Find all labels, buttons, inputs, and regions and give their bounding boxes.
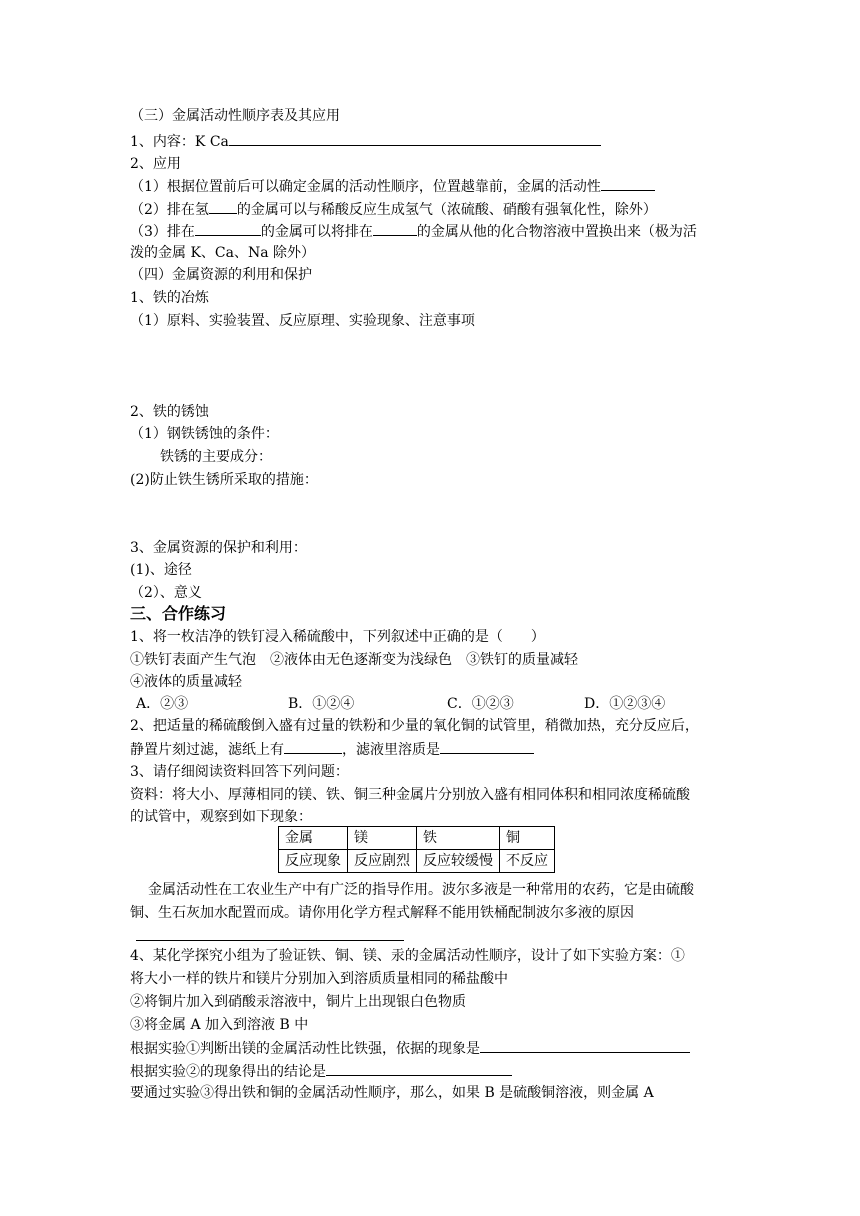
iron-rust: 2、铁的锈蚀 (130, 404, 209, 420)
apply-item-3: （3）排在 的金属可以将排在 的金属从他的化合物溶液中置换出来（极为活 (130, 221, 697, 242)
apply-item-1: （1）根据位置前后可以确定金属的活动性顺序，位置越靠前，金属的活动性 (130, 176, 655, 197)
experiment-3: ③将金属 A 加入到溶液 B 中 (130, 1017, 309, 1033)
question-1-statements: ①铁钉表面产生气泡 ②液体由无色逐渐变为浅绿色 ③铁钉的质量减轻 (130, 652, 578, 668)
answer-blank (229, 131, 601, 146)
table-cell: 镁 (348, 827, 417, 850)
answer-blank (601, 176, 655, 191)
answer-line (136, 940, 404, 941)
answer-blank (284, 739, 342, 754)
option-c: C．①②③ (447, 696, 514, 712)
question-1-statements-cont: ④液体的质量减轻 (130, 674, 242, 690)
question-3-material: 资料：将大小、厚薄相同的镁、铁、铜三种金属片分别放入盛有相同体积和相同浓度稀硫酸 (130, 787, 690, 803)
rust-composition: 铁锈的主要成分： (160, 449, 272, 465)
apply-item-2: （2）排在氢 的金属可以与稀酸反应生成氢气（浓硫酸、硝酸有强氧化性，除外） (130, 199, 657, 220)
question-2-cont: 静置片刻过滤，滤纸上有 ，滤液里溶质是 (130, 739, 534, 760)
table-cell: 金属 (279, 827, 348, 850)
section-4-title: （四）金属资源的利用和保护 (130, 267, 312, 283)
option-d: D．①②③④ (584, 696, 666, 712)
answer-blank (326, 1061, 512, 1076)
answer-blank (373, 221, 417, 236)
question-3-text: 金属活动性在工农业生产中有广泛的指导作用。波尔多液是一种常用的农药，它是由硫酸 (148, 882, 694, 898)
question-4: 4、某化学探究小组为了验证铁、铜、镁、汞的金属活动性顺序，设计了如下实验方案：① (130, 948, 685, 964)
apply-line: 2、应用 (130, 156, 181, 172)
answer-blank (440, 739, 534, 754)
iron-smelting: 1、铁的冶炼 (130, 290, 209, 306)
question-4-ask-3: 要通过实验③得出铁和铜的金属活动性顺序，那么，如果 B 是硫酸铜溶液，则金属 A (130, 1085, 654, 1101)
practice-title: 三、合作练习 (130, 604, 227, 623)
reaction-table (278, 826, 555, 873)
experiment-2: ②将铜片加入到硝酸汞溶液中，铜片上出现银白色物质 (130, 994, 466, 1010)
rust-condition: （1）钢铁锈蚀的条件： (130, 426, 279, 442)
option-a: A．②③ (136, 696, 189, 712)
answer-blank (195, 221, 261, 236)
question-4-cont: 将大小一样的铁片和镁片分别加入到溶质质量相同的稀盐酸中 (130, 971, 508, 987)
iron-smelting-item: （1）原料、实验装置、反应原理、实验现象、注意事项 (130, 313, 475, 329)
table-cell: 反应现象 (279, 850, 348, 873)
question-4-ask-2: 根据实验②的现象得出的结论是 (130, 1061, 512, 1082)
resource-protection: 3、金属资源的保护和利用： (130, 540, 307, 556)
question-3: 3、请仔细阅读资料回答下列问题： (130, 764, 349, 780)
resource-meaning: （2）、意义 (130, 585, 202, 601)
question-3-text-cont: 铜、生石灰加水配置而成。请你用化学方程式解释不能用铁桶配制波尔多液的原因 (130, 905, 634, 921)
table-cell: 铁 (417, 827, 500, 850)
content-line: 1、内容：K Ca (130, 131, 601, 152)
question-1: 1、将一枚洁净的铁钉浸入稀硫酸中，下列叙述中正确的是（ ） (130, 629, 545, 645)
option-b: B．①②④ (288, 696, 355, 712)
resource-way: (1)、途径 (130, 562, 192, 578)
section-3-title: （三）金属活动性顺序表及其应用 (130, 108, 340, 124)
answer-blank (480, 1038, 690, 1053)
table-row (279, 827, 555, 850)
table-cell: 铜 (500, 827, 555, 850)
table-cell: 不反应 (500, 850, 555, 873)
table-cell: 反应剧烈 (348, 850, 417, 873)
rust-prevention: (2)防止铁生锈所采取的措施： (130, 472, 318, 488)
table-row (279, 850, 555, 873)
table-cell: 反应较缓慢 (417, 850, 500, 873)
apply-item-3-cont: 泼的金属 K、Ca、Na 除外） (130, 245, 316, 261)
answer-blank (209, 199, 237, 214)
question-3-material-cont: 的试管中，观察到如下现象： (130, 809, 312, 825)
question-1-options (0, 694, 860, 714)
question-2: 2、把适量的稀硫酸倒入盛有过量的铁粉和少量的氧化铜的试管里，稍微加热，充分反应后， (130, 718, 699, 734)
question-4-ask-1: 根据实验①判断出镁的金属活动性比铁强，依据的现象是 (130, 1038, 690, 1059)
